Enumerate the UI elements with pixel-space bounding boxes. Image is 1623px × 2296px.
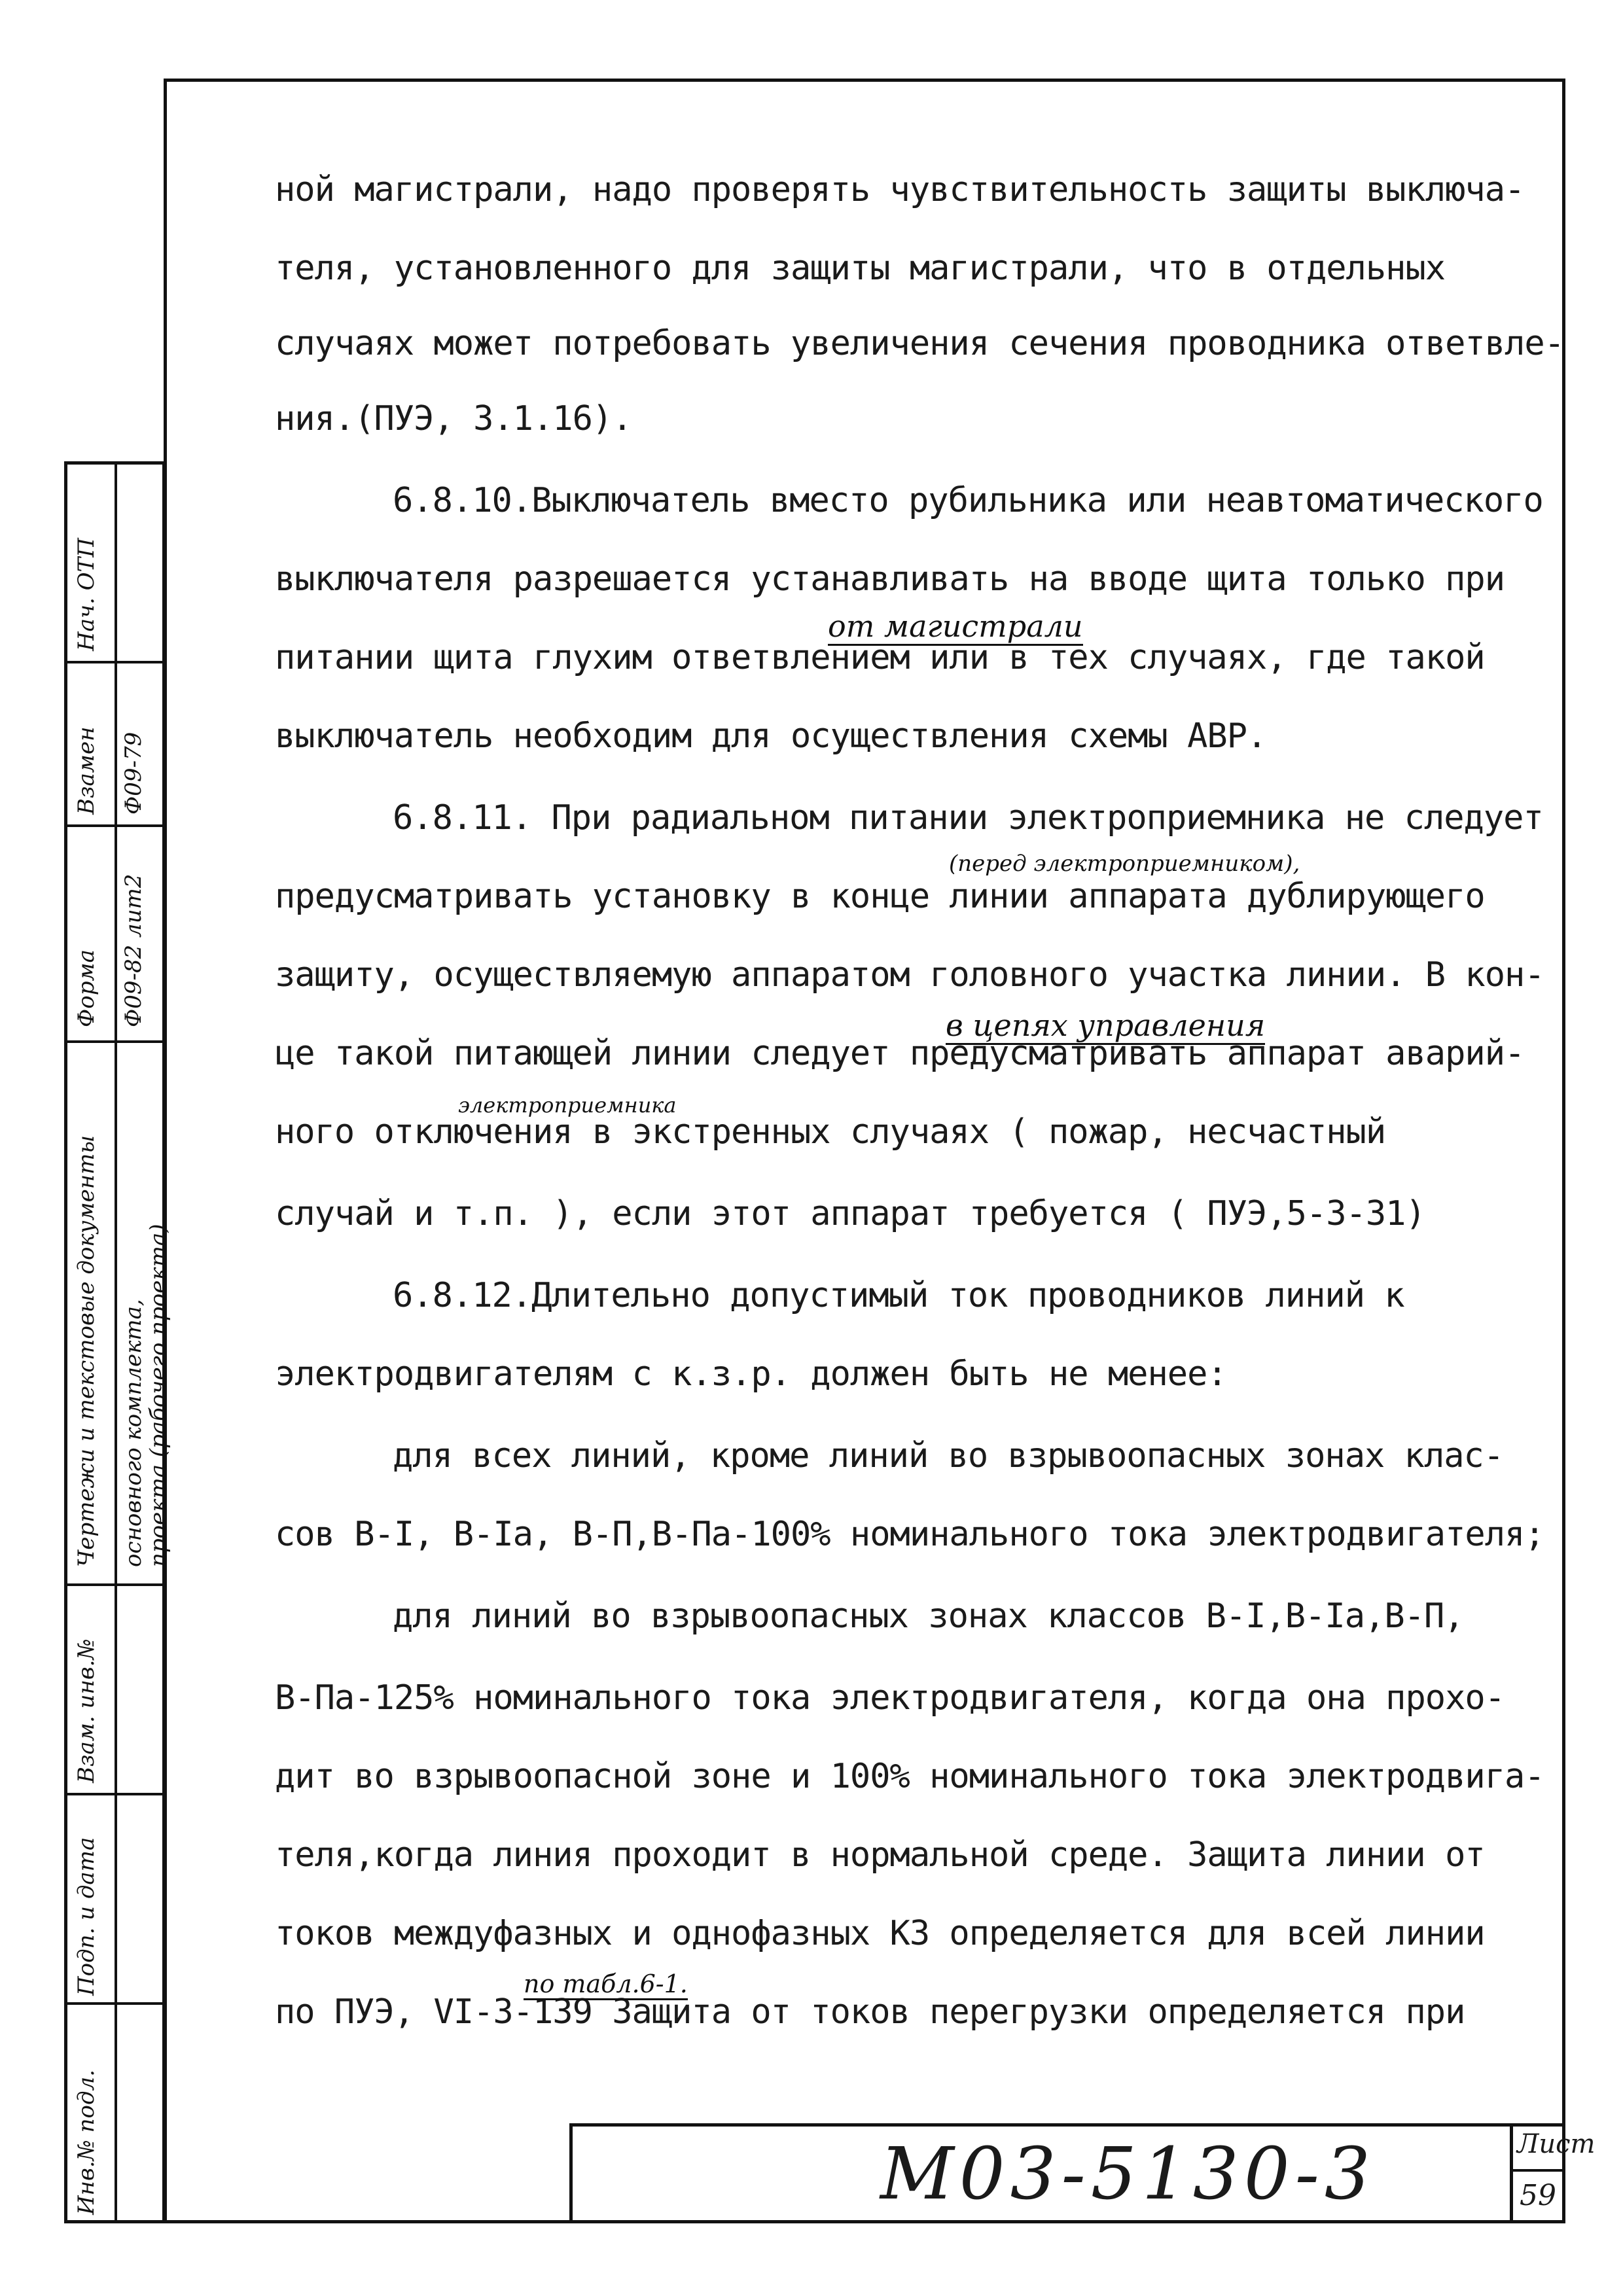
text-line: питании щита глухим ответвлением или в тех случаях, где такой — [275, 638, 1485, 677]
side-stamp-divider — [115, 465, 117, 2220]
side-stamp-row-line — [67, 2002, 162, 2005]
text-line: по ПУЭ, VI-3-139 Защита от токов перегрузки определяется при — [275, 1992, 1465, 2032]
text-line: ной магистрали, надо проверять чувствительность защиты выключа- — [275, 170, 1525, 209]
text-line: выключатель необходим для осуществления схемы АВР. — [275, 716, 1267, 756]
side-stamp-row-line — [67, 661, 162, 663]
handwritten-note: в цепях управления — [946, 1008, 1265, 1045]
text-line: сов В-I, В-Iа, В-П,В-Па-100% номинального тока электродвигателя; — [275, 1515, 1544, 1554]
text-line: токов междуфазных и однофазных КЗ определяется для всей линии — [275, 1914, 1485, 1953]
side-stamp-row-line — [67, 1793, 162, 1795]
side-stamp-row-line — [67, 1583, 162, 1586]
document-code: М03-5130-3 — [880, 2132, 1376, 2216]
side-stamp-row-line — [67, 824, 162, 827]
text-line: для линий во взрывоопасных зонах классов В-I,В-Iа,В-П, — [393, 1597, 1464, 1636]
sheet-number: 59 — [1520, 2179, 1556, 2212]
text-line: электродвигателям с к.з.р. должен быть не менее: — [275, 1354, 1227, 1394]
text-line: для всех линий, кроме линий во взрывоопасных зонах клас- — [393, 1436, 1504, 1475]
text-line: случаях может потребовать увеличения сечения проводника ответвле- — [275, 324, 1564, 363]
text-line: случай и т.п. ), если этот аппарат требуется ( ПУЭ,5-3-31) — [275, 1194, 1425, 1233]
section-6-8-12: 6.8.12.Длительно допустимый ток проводников линий к — [393, 1276, 1404, 1315]
handwritten-note: (перед электроприемником), — [949, 851, 1300, 877]
inv-number-label: Инв.№ подл. — [73, 2070, 99, 2215]
text-line: выключателя разрешается устанавливать на вводе щита только при — [275, 559, 1505, 599]
text-line: ния.(ПУЭ, 3.1.16). — [275, 399, 632, 438]
text-line: предусматривать установку в конце линии аппарата дублирующего — [275, 877, 1485, 916]
project-label: проекта (рабочего проекта) — [145, 1224, 171, 1567]
handwritten-note: от магистрали — [828, 609, 1083, 646]
text-line: В-Па-125% номинального тока электродвигателя, когда она прохо- — [275, 1678, 1505, 1718]
title-block — [569, 2123, 1596, 2223]
side-stamp-row-line — [67, 1040, 162, 1043]
sheet-divider — [1513, 2169, 1565, 2172]
replace-label: Взамен — [73, 726, 99, 815]
replace-value: Ф09-79 — [120, 732, 147, 815]
handwritten-note: по табл.6-1. — [524, 1969, 688, 2000]
drawings-label: Чертежи и текстовые документы — [73, 1135, 99, 1567]
handwritten-note: электроприемника — [458, 1093, 677, 1118]
section-6-8-10: 6.8.10.Выключатель вместо рубильника или неавтоматического — [393, 481, 1543, 520]
main-set-label: основного комплекта, — [120, 1299, 147, 1567]
text-line: теля, установленного для защиты магистрали, что в отдельных — [275, 249, 1446, 288]
sign-date-label: Подп. и дата — [73, 1837, 99, 1996]
form-value: Ф09-82 лит2 — [120, 874, 147, 1027]
form-label: Форма — [73, 949, 99, 1027]
section-6-8-11: 6.8.11. При радиальном питании электроприемника не следует — [393, 798, 1543, 838]
replace-inv-label: Взам. инв.№ — [73, 1638, 99, 1783]
text-line: теля,когда линия проходит в нормальной среде. Защита линии от — [275, 1835, 1485, 1875]
text-line: ного отключения в экстренных случаях ( пожар, несчастный — [275, 1112, 1386, 1152]
head-otp-label: Нач. ОТП — [73, 538, 99, 651]
sheet-box — [1510, 2127, 1596, 2223]
text-line: защиту, осуществляемую аппаратом головного участка линии. В кон- — [275, 955, 1544, 995]
text-line: це такой питающей линии следует предусматривать аппарат аварий- — [275, 1034, 1525, 1073]
sheet-label: Лист — [1517, 2129, 1596, 2159]
text-line: дит во взрывоопасной зоне и 100% номинального тока электродвига- — [275, 1757, 1544, 1796]
